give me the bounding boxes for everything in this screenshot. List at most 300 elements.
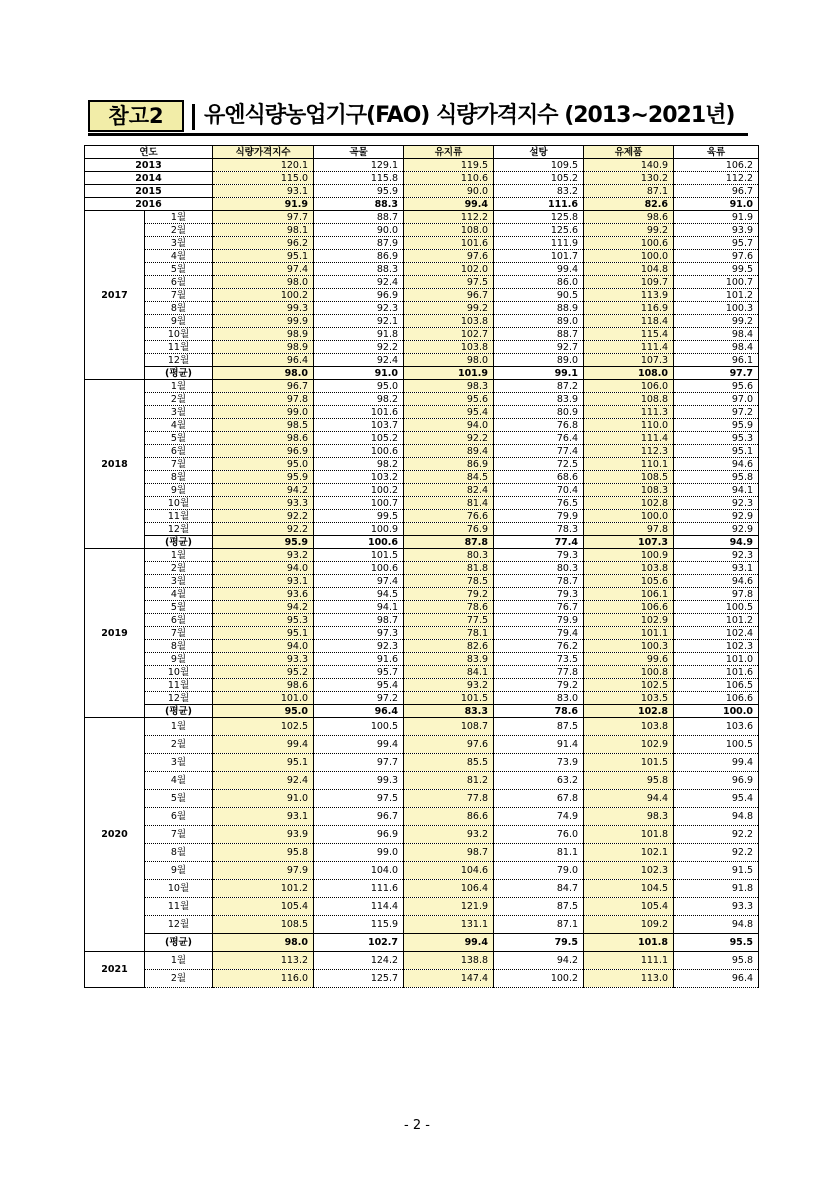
month-cell: 12월 [145, 354, 213, 367]
table-cell: 98.1 [213, 224, 314, 237]
table-cell: 91.5 [674, 862, 759, 880]
table-cell: 79.2 [494, 679, 584, 692]
table-cell: 100.3 [674, 302, 759, 315]
table-cell: 97.0 [674, 393, 759, 406]
table-cell: 98.4 [674, 341, 759, 354]
table-cell: 86.6 [404, 808, 494, 826]
table-cell: 102.5 [584, 679, 674, 692]
table-cell: 87.8 [404, 536, 494, 549]
table-cell: 92.2 [314, 341, 404, 354]
month-cell: 6월 [145, 445, 213, 458]
table-cell: 101.6 [404, 237, 494, 250]
month-cell: 2월 [145, 562, 213, 575]
month-cell: 9월 [145, 653, 213, 666]
table-header-row [85, 146, 759, 159]
table-cell: 124.2 [314, 952, 404, 970]
table-cell: 101.7 [494, 250, 584, 263]
month-cell: 7월 [145, 289, 213, 302]
table-cell: 78.1 [404, 627, 494, 640]
table-cell: 73.5 [494, 653, 584, 666]
average-row [85, 536, 759, 549]
table-cell: 78.5 [404, 575, 494, 588]
month-cell: 3월 [145, 575, 213, 588]
month-cell: 3월 [145, 237, 213, 250]
table-cell: 106.0 [584, 380, 674, 393]
table-cell: 99.1 [494, 367, 584, 380]
table-row [85, 754, 759, 772]
table-cell: 90.5 [494, 289, 584, 302]
table-cell: 83.0 [494, 692, 584, 705]
table-cell: 105.4 [213, 898, 314, 916]
table-cell: 98.9 [213, 341, 314, 354]
table-cell: 103.6 [674, 718, 759, 736]
table-cell: 95.8 [213, 844, 314, 862]
month-cell: 1월 [145, 211, 213, 224]
table-cell: 111.3 [584, 406, 674, 419]
table-cell: 94.4 [584, 790, 674, 808]
table-cell: 99.0 [213, 406, 314, 419]
table-cell: 99.4 [404, 198, 494, 211]
table-cell: 93.3 [213, 653, 314, 666]
table-cell: 102.4 [674, 627, 759, 640]
table-cell: 98.0 [213, 276, 314, 289]
column-header: 설탕 [494, 146, 584, 159]
table-cell: 97.6 [404, 250, 494, 263]
table-cell: 101.2 [674, 289, 759, 302]
table-cell: 99.5 [314, 510, 404, 523]
table-cell: 74.9 [494, 808, 584, 826]
table-row [85, 315, 759, 328]
average-row [85, 367, 759, 380]
table-cell: 92.2 [213, 523, 314, 536]
table-cell: 87.1 [494, 916, 584, 934]
table-cell: 97.4 [314, 575, 404, 588]
table-cell: 102.8 [584, 497, 674, 510]
table-cell: 94.0 [213, 562, 314, 575]
table-cell: 94.0 [213, 640, 314, 653]
table-cell: 98.3 [584, 808, 674, 826]
table-row [85, 484, 759, 497]
table-cell: 108.7 [404, 718, 494, 736]
table-cell: 79.2 [404, 588, 494, 601]
table-cell: 76.7 [494, 601, 584, 614]
table-cell: 98.2 [314, 458, 404, 471]
table-cell: 109.5 [494, 159, 584, 172]
table-cell: 83.9 [494, 393, 584, 406]
table-cell: 95.5 [674, 934, 759, 952]
table-cell: 77.5 [404, 614, 494, 627]
table-cell: 95.9 [314, 185, 404, 198]
table-cell: 95.4 [674, 790, 759, 808]
table-cell: 102.0 [404, 263, 494, 276]
table-cell: 102.8 [584, 705, 674, 718]
month-cell: 4월 [145, 419, 213, 432]
table-cell: 98.6 [213, 679, 314, 692]
table-cell: 95.8 [584, 772, 674, 790]
table-row [85, 588, 759, 601]
table-cell: 96.1 [674, 354, 759, 367]
column-header: 연도 [85, 146, 213, 159]
month-cell: 8월 [145, 302, 213, 315]
table-cell: 108.5 [584, 471, 674, 484]
table-cell: 103.8 [584, 718, 674, 736]
table-cell: 73.9 [494, 754, 584, 772]
table-cell: 96.4 [674, 970, 759, 988]
month-cell: 6월 [145, 614, 213, 627]
table-row [85, 419, 759, 432]
table-cell: 93.2 [404, 826, 494, 844]
table-cell: 98.0 [213, 367, 314, 380]
table-cell: 87.2 [494, 380, 584, 393]
table-cell: 111.4 [584, 341, 674, 354]
table-row [85, 497, 759, 510]
table-cell: 102.7 [314, 934, 404, 952]
table-cell: 102.3 [584, 862, 674, 880]
table-cell: 95.8 [674, 471, 759, 484]
table-row [85, 601, 759, 614]
table-cell: 120.1 [213, 159, 314, 172]
table-cell: 79.9 [494, 614, 584, 627]
table-cell: 113.9 [584, 289, 674, 302]
table-cell: 100.0 [674, 705, 759, 718]
table-cell: 99.0 [314, 844, 404, 862]
month-cell: 3월 [145, 406, 213, 419]
table-row [85, 653, 759, 666]
month-cell: 9월 [145, 315, 213, 328]
month-cell: 12월 [145, 692, 213, 705]
table-cell: 84.5 [404, 471, 494, 484]
table-cell: 88.7 [494, 328, 584, 341]
table-cell: 97.8 [584, 523, 674, 536]
table-cell: 98.3 [404, 380, 494, 393]
table-cell: 101.1 [584, 627, 674, 640]
table-cell: 119.5 [404, 159, 494, 172]
table-cell: 92.3 [674, 497, 759, 510]
month-cell: 11월 [145, 898, 213, 916]
table-cell: 83.3 [404, 705, 494, 718]
table-cell: 107.3 [584, 354, 674, 367]
table-cell: 89.0 [494, 354, 584, 367]
table-cell: 101.8 [584, 826, 674, 844]
table-row [85, 406, 759, 419]
table-cell: 125.6 [494, 224, 584, 237]
table-cell: 100.5 [674, 601, 759, 614]
table-cell: 87.1 [584, 185, 674, 198]
table-cell: 102.5 [213, 718, 314, 736]
table-cell: 99.2 [674, 315, 759, 328]
table-cell: 94.5 [314, 588, 404, 601]
table-cell: 63.2 [494, 772, 584, 790]
table-cell: 103.2 [314, 471, 404, 484]
month-cell: 2월 [145, 970, 213, 988]
table-cell: 76.9 [404, 523, 494, 536]
table-cell: 115.8 [314, 172, 404, 185]
table-cell: 96.7 [213, 380, 314, 393]
table-row [85, 679, 759, 692]
month-cell: 8월 [145, 471, 213, 484]
table-cell: 106.4 [404, 880, 494, 898]
table-row [85, 263, 759, 276]
table-row [85, 666, 759, 679]
table-row [85, 549, 759, 562]
table-cell: 138.8 [404, 952, 494, 970]
table-cell: 93.3 [213, 497, 314, 510]
table-cell: 95.6 [674, 380, 759, 393]
year-cell: 2021 [85, 952, 145, 988]
table-cell: 98.5 [213, 419, 314, 432]
table-cell: 95.7 [314, 666, 404, 679]
month-cell: 11월 [145, 679, 213, 692]
table-cell: 79.3 [494, 549, 584, 562]
table-cell: 96.4 [213, 354, 314, 367]
table-cell: 79.4 [494, 627, 584, 640]
table-cell: 93.1 [674, 562, 759, 575]
table-cell: 106.6 [674, 692, 759, 705]
page-title: 유엔식량농업기구(FAO) 식량가격지수 (2013~2021년) [204, 103, 735, 128]
table-cell: 99.4 [674, 754, 759, 772]
table-cell: 96.4 [314, 705, 404, 718]
table-cell: 79.0 [494, 862, 584, 880]
table-cell: 116.0 [213, 970, 314, 988]
month-cell: 5월 [145, 432, 213, 445]
table-cell: 88.7 [314, 211, 404, 224]
month-cell: 11월 [145, 510, 213, 523]
table-cell: 110.6 [404, 172, 494, 185]
table-cell: 112.2 [674, 172, 759, 185]
table-row [85, 302, 759, 315]
table-cell: 105.6 [584, 575, 674, 588]
table-cell: 91.0 [674, 198, 759, 211]
table-cell: 115.0 [213, 172, 314, 185]
table-cell: 100.6 [314, 562, 404, 575]
table-cell: 87.5 [494, 898, 584, 916]
table-row [85, 862, 759, 880]
table-cell: 125.8 [494, 211, 584, 224]
table-cell: 102.9 [584, 736, 674, 754]
table-cell: 102.3 [674, 640, 759, 653]
table-cell: 93.3 [674, 898, 759, 916]
table-cell: 95.9 [674, 419, 759, 432]
table-cell: 108.0 [584, 367, 674, 380]
table-cell: 85.5 [404, 754, 494, 772]
table-cell: 95.4 [404, 406, 494, 419]
table-cell: 99.3 [314, 772, 404, 790]
average-label: (평균) [145, 934, 213, 952]
column-header: 곡물 [314, 146, 404, 159]
table-cell: 111.6 [314, 880, 404, 898]
table-cell: 76.0 [494, 826, 584, 844]
table-cell: 97.6 [674, 250, 759, 263]
table-cell: 93.1 [213, 185, 314, 198]
table-cell: 97.2 [314, 692, 404, 705]
table-cell: 77.8 [494, 666, 584, 679]
table-cell: 94.8 [674, 916, 759, 934]
table-cell: 94.1 [674, 484, 759, 497]
table-cell: 100.5 [314, 718, 404, 736]
table-cell: 113.2 [213, 952, 314, 970]
month-cell: 6월 [145, 808, 213, 826]
table-cell: 76.6 [404, 510, 494, 523]
table-cell: 108.0 [404, 224, 494, 237]
table-cell: 99.4 [314, 736, 404, 754]
month-cell: 12월 [145, 916, 213, 934]
column-header: 육류 [674, 146, 759, 159]
table-cell: 68.6 [494, 471, 584, 484]
table-cell: 97.4 [213, 263, 314, 276]
table-cell: 86.9 [314, 250, 404, 263]
table-row [85, 393, 759, 406]
average-label: (평균) [145, 367, 213, 380]
table-cell: 95.3 [213, 614, 314, 627]
table-cell: 89.4 [404, 445, 494, 458]
table-cell: 111.6 [494, 198, 584, 211]
table-cell: 78.3 [494, 523, 584, 536]
table-cell: 102.9 [584, 614, 674, 627]
table-row [85, 510, 759, 523]
table-cell: 92.3 [674, 549, 759, 562]
table-cell: 101.0 [674, 653, 759, 666]
table-cell: 100.6 [314, 445, 404, 458]
table-cell: 100.6 [584, 237, 674, 250]
month-cell: 10월 [145, 666, 213, 679]
month-cell: 10월 [145, 328, 213, 341]
table-row [85, 432, 759, 445]
table-cell: 91.4 [494, 736, 584, 754]
table-cell: 104.6 [404, 862, 494, 880]
table-cell: 147.4 [404, 970, 494, 988]
table-cell: 95.1 [213, 250, 314, 263]
table-cell: 84.1 [404, 666, 494, 679]
table-cell: 96.9 [213, 445, 314, 458]
table-cell: 101.9 [404, 367, 494, 380]
page-number: - 2 - [404, 1118, 430, 1133]
year-cell: 2015 [85, 185, 213, 198]
table-cell: 140.9 [584, 159, 674, 172]
table-cell: 91.8 [314, 328, 404, 341]
table-cell: 76.2 [494, 640, 584, 653]
table-cell: 98.7 [314, 614, 404, 627]
table-cell: 97.7 [314, 754, 404, 772]
table-cell: 102.7 [404, 328, 494, 341]
table-cell: 92.4 [314, 354, 404, 367]
table-cell: 98.4 [674, 328, 759, 341]
table-row [85, 289, 759, 302]
table-cell: 106.1 [584, 588, 674, 601]
table-cell: 92.3 [314, 640, 404, 653]
table-cell: 82.6 [584, 198, 674, 211]
table-row [85, 952, 759, 970]
table-cell: 93.1 [213, 575, 314, 588]
table-cell: 86.0 [494, 276, 584, 289]
table-cell: 97.6 [404, 736, 494, 754]
month-cell: 1월 [145, 718, 213, 736]
table-cell: 95.0 [314, 380, 404, 393]
table-cell: 90.0 [314, 224, 404, 237]
table-cell: 100.9 [584, 549, 674, 562]
table-cell: 100.2 [213, 289, 314, 302]
table-cell: 97.7 [674, 367, 759, 380]
table-cell: 88.3 [314, 263, 404, 276]
table-cell: 78.7 [494, 575, 584, 588]
table-row [85, 916, 759, 934]
table-cell: 103.8 [404, 315, 494, 328]
table-cell: 110.0 [584, 419, 674, 432]
table-row [85, 458, 759, 471]
table-cell: 97.8 [213, 393, 314, 406]
table-cell: 87.5 [494, 718, 584, 736]
table-row [85, 354, 759, 367]
table-cell: 92.1 [314, 315, 404, 328]
table-row [85, 198, 759, 211]
year-cell: 2013 [85, 159, 213, 172]
table-cell: 110.1 [584, 458, 674, 471]
table-cell: 97.2 [674, 406, 759, 419]
table-cell: 88.9 [494, 302, 584, 315]
month-cell: 9월 [145, 484, 213, 497]
table-cell: 92.4 [314, 276, 404, 289]
month-cell: 5월 [145, 790, 213, 808]
table-row [85, 772, 759, 790]
table-cell: 82.6 [404, 640, 494, 653]
table-row [85, 898, 759, 916]
table-cell: 77.4 [494, 445, 584, 458]
month-cell: 11월 [145, 341, 213, 354]
table-cell: 131.1 [404, 916, 494, 934]
table-cell: 79.9 [494, 510, 584, 523]
table-row [85, 328, 759, 341]
table-row [85, 471, 759, 484]
table-row [85, 826, 759, 844]
table-row [85, 159, 759, 172]
table-body [85, 159, 759, 988]
table-cell: 98.6 [584, 211, 674, 224]
table-cell: 88.3 [314, 198, 404, 211]
month-cell: 1월 [145, 952, 213, 970]
table-row [85, 790, 759, 808]
table-cell: 104.8 [584, 263, 674, 276]
table-cell: 92.4 [213, 772, 314, 790]
table-cell: 95.9 [213, 536, 314, 549]
table-row [85, 211, 759, 224]
table-row [85, 575, 759, 588]
table-cell: 98.2 [314, 393, 404, 406]
table-cell: 93.1 [213, 808, 314, 826]
table-cell: 72.5 [494, 458, 584, 471]
table-cell: 95.3 [674, 432, 759, 445]
table-row [85, 380, 759, 393]
table-cell: 94.1 [314, 601, 404, 614]
table-cell: 111.1 [584, 952, 674, 970]
table-cell: 106.5 [674, 679, 759, 692]
table-cell: 100.9 [314, 523, 404, 536]
month-cell: 6월 [145, 276, 213, 289]
table-cell: 94.8 [674, 808, 759, 826]
table-cell: 99.4 [404, 934, 494, 952]
table-cell: 93.2 [404, 679, 494, 692]
table-cell: 92.7 [494, 341, 584, 354]
table-cell: 95.1 [213, 754, 314, 772]
table-cell: 108.8 [584, 393, 674, 406]
table-cell: 101.5 [314, 549, 404, 562]
table-cell: 100.3 [584, 640, 674, 653]
year-cell: 2019 [85, 549, 145, 718]
table-cell: 106.6 [584, 601, 674, 614]
table-cell: 98.0 [404, 354, 494, 367]
table-row [85, 276, 759, 289]
table-cell: 108.3 [584, 484, 674, 497]
table-cell: 94.6 [674, 575, 759, 588]
table-cell: 80.3 [404, 549, 494, 562]
